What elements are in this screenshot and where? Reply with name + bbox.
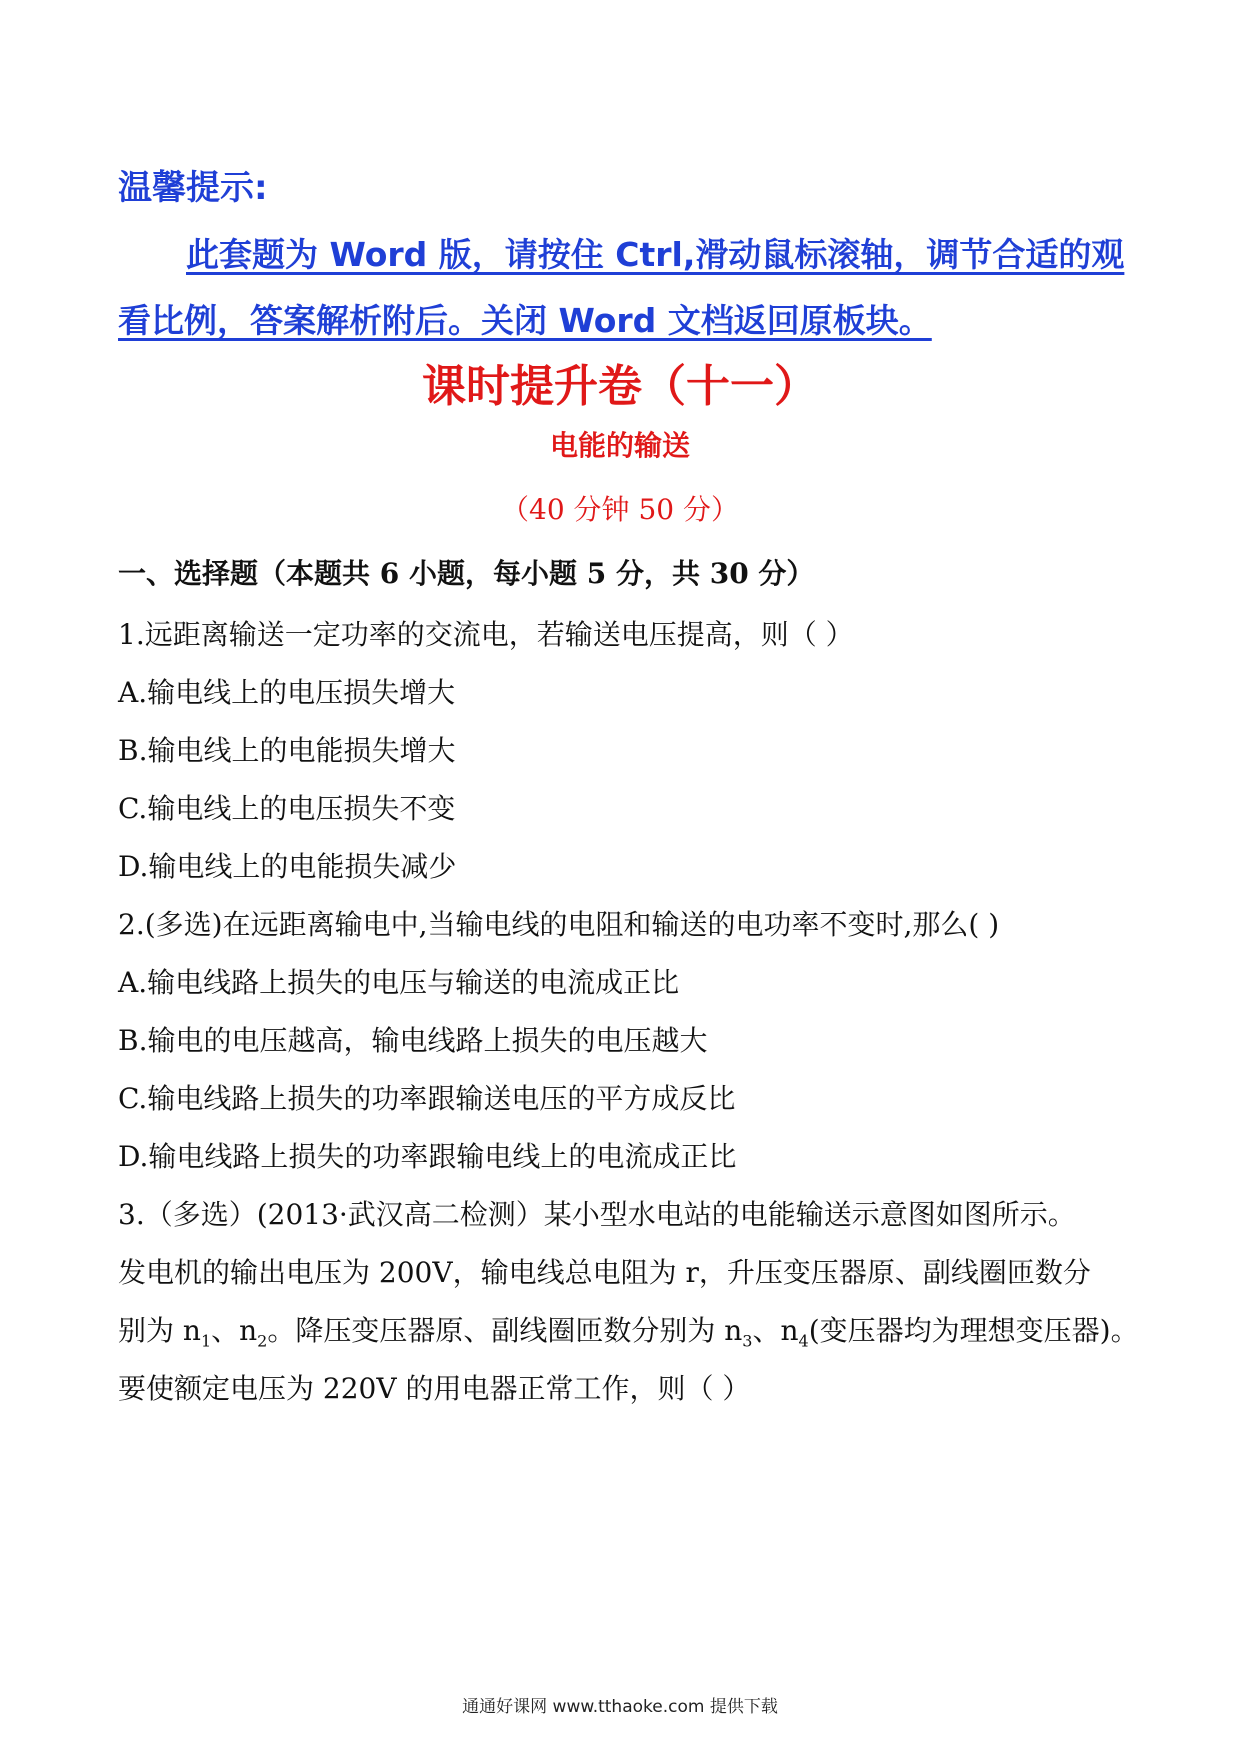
tip-body	[118, 222, 1128, 354]
page-title: 课时提升卷（十一）	[422, 361, 818, 412]
question-3-line-3: 别为 $n_1$、$n_2$。降压变压器原、副线圈匝数分别为 $n_3$、$n_4$(变压器均为理想变压器)。	[118, 1314, 1139, 1351]
question-2-option-d: D.输电线路上损失的功率跟输电线上的电流成正比	[118, 1140, 737, 1173]
question-2-option-a: A.输电线路上损失的电压与输送的电流成正比	[118, 966, 680, 999]
question-1-option-c: C.输电线上的电压损失不变	[118, 792, 456, 825]
question-1-option-a: A.输电线上的电压损失增大	[118, 676, 456, 709]
question-2-stem: 2.(多选)在远距离输电中,当输电线的电阻和输送的电功率不变时,那么( )	[118, 908, 1000, 941]
footer-text: 通通好课网 www.tthaoke.com 提供下载	[462, 1697, 778, 1717]
question-3-line-1: 3.（多选）(2013·武汉高二检测）某小型水电站的电能输送示意图如图所示。	[118, 1198, 1076, 1231]
question-2-option-c: C.输电线路上损失的功率跟输送电压的平方成反比	[118, 1082, 736, 1115]
section-heading: 一、选择题（本题共 6 小题，每小题 5 分，共 30 分）	[118, 557, 815, 590]
page-subtitle: 电能的输送	[549, 429, 690, 462]
question-1-option-b: B.输电线上的电能损失增大	[118, 734, 456, 767]
question-1-stem: 1.远距离输送一定功率的交流电，若输送电压提高，则（ ）	[118, 618, 854, 651]
tip-title: 温馨提示:	[118, 168, 268, 208]
time-score: （40 分钟 50 分）	[501, 493, 739, 526]
question-1-option-d: D.输电线上的电能损失减少	[118, 850, 457, 883]
tip-line-1: 此套题为 Word 版，请按住 Ctrl,滑动鼠标滚轴，调节合适的观	[186, 235, 1125, 274]
question-3-line-4: 要使额定电压为 220V 的用电器正常工作，则（ ）	[118, 1372, 751, 1405]
question-2-option-b: B.输电的电压越高，输电线路上损失的电压越大	[118, 1024, 708, 1057]
tip-line-2: 看比例，答案解析附后。关闭 Word 文档返回原板块。	[118, 301, 932, 340]
question-3-line-2: 发电机的输出电压为 200V，输电线总电阻为 r，升压变压器原、副线圈匝数分	[118, 1256, 1091, 1289]
